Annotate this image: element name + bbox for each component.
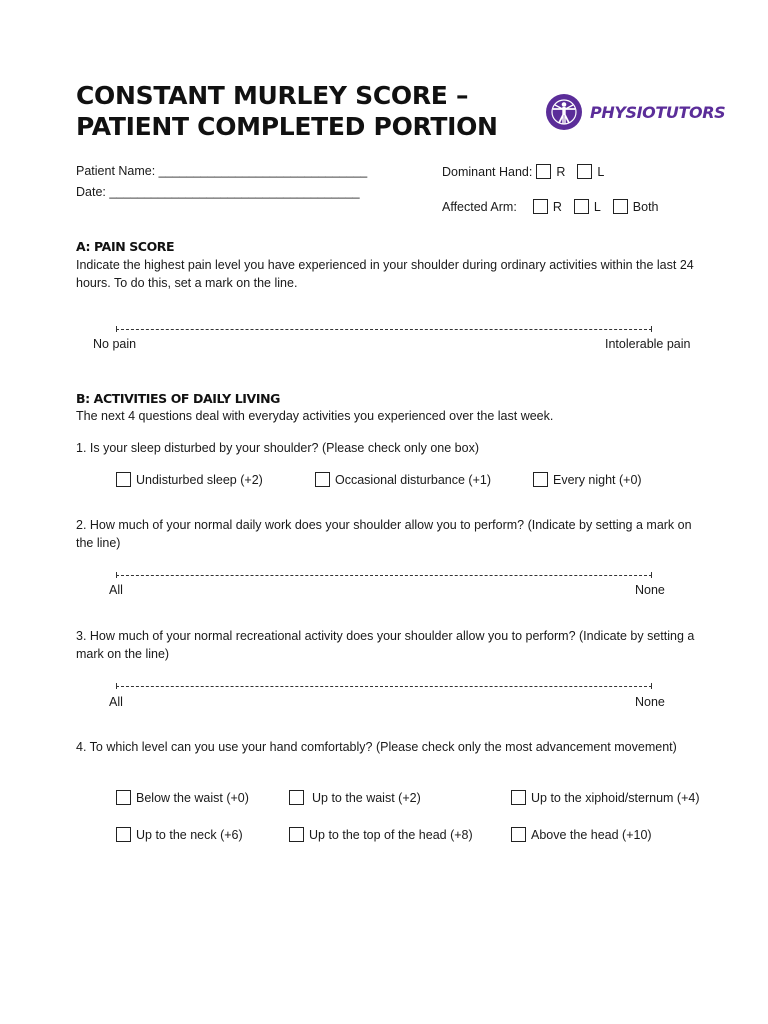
dominant-hand-l-label: L [597,164,605,179]
q4-option-6-checkbox[interactable] [511,827,526,842]
q1-option-3-label: Every night (+0) [553,472,642,487]
affected-arm-r-checkbox[interactable] [533,199,548,214]
affected-arm-label: Affected Arm: [442,199,517,214]
vitruvian-man-icon [546,94,582,130]
affected-arm-both-checkbox[interactable] [613,199,628,214]
q3-scale-left-label: All [109,695,123,709]
q2-question: 2. How much of your normal daily work does your shoulder allow you to perform? (Indicate by setting a mark on the line) [76,518,692,550]
affected-arm-both-label: Both [632,199,659,214]
q4-option-3[interactable] [511,790,700,805]
q1-option-2-checkbox[interactable] [315,472,330,487]
pain-scale-line[interactable] [116,329,652,335]
q4-option-5[interactable] [289,827,473,842]
q4-option-4-label: Up to the neck (+6) [136,827,243,842]
section-b-intro: The next 4 questions deal with everyday activities you experienced over the last week. [76,409,554,423]
affected-arm-l-checkbox[interactable] [574,199,589,214]
affected-arm-row [442,199,659,214]
q1-option-2-label: Occasional disturbance (+1) [335,472,491,487]
q2-scale-left-label: All [109,583,123,597]
q3-question: 3. How much of your normal recreational activity does your shoulder allow you to perform? (Indicate by setting a mark on the line) [76,629,695,661]
q4-option-3-label: Up to the xiphoid/sternum (+4) [531,790,700,805]
q3-scale-line[interactable] [116,686,652,692]
pain-scale-right-label: Intolerable pain [605,337,691,351]
page-title: CONSTANT MURLEY SCORE – PATIENT COMPLETED PORTION [76,81,498,141]
patient-name-field[interactable]: Patient Name: ______________________________ [76,164,368,178]
dominant-hand-row [442,164,604,179]
q4-option-1-label: Below the waist (+0) [136,790,249,805]
physiotutors-logo [546,94,725,130]
q1-question: 1. Is your sleep disturbed by your shoulder? (Please check only one box) [76,441,480,455]
dominant-hand-label: Dominant Hand: [442,164,533,179]
q1-option-3[interactable] [533,472,642,487]
q4-option-2-label: Up to the waist (+2) [312,790,421,805]
section-a-instructions: Indicate the highest pain level you have experienced in your shoulder during ordinary activities within the last 24 hours. To do this, set a mark on the line. [76,258,694,290]
q4-option-4-checkbox[interactable] [116,827,131,842]
q2-scale-right-label: None [635,583,665,597]
q1-option-1-checkbox[interactable] [116,472,131,487]
date-field[interactable]: Date: ____________________________________ [76,185,360,199]
q2-scale-line[interactable] [116,575,652,581]
q1-option-1[interactable] [116,472,263,487]
section-b-heading: B: ACTIVITIES OF DAILY LIVING [76,391,281,406]
q1-option-1-label: Undisturbed sleep (+2) [136,472,263,487]
dominant-hand-r-checkbox[interactable] [536,164,551,179]
section-a-heading: A: PAIN SCORE [76,239,175,254]
q4-option-5-checkbox[interactable] [289,827,304,842]
affected-arm-l-label: L [593,199,601,214]
q4-option-4[interactable] [116,827,243,842]
q4-option-2[interactable] [289,790,421,805]
q4-option-6-label: Above the head (+10) [531,827,652,842]
q4-question: 4. To which level can you use your hand comfortably? (Please check only the most advancement movement) [76,740,677,754]
q4-option-1-checkbox[interactable] [116,790,131,805]
q4-option-3-checkbox[interactable] [511,790,526,805]
q1-option-2[interactable] [315,472,491,487]
q3-scale-right-label: None [635,695,665,709]
affected-arm-r-label: R [552,199,562,214]
q4-option-2-checkbox[interactable] [289,790,304,805]
dominant-hand-l-checkbox[interactable] [577,164,592,179]
q4-option-1[interactable] [116,790,249,805]
logo-text: PHYSIOTUTORS [590,102,726,122]
pain-scale-left-label: No pain [93,337,137,351]
q1-option-3-checkbox[interactable] [533,472,548,487]
dominant-hand-r-label: R [556,164,566,179]
q4-option-5-label: Up to the top of the head (+8) [309,827,473,842]
q4-option-6[interactable] [511,827,652,842]
